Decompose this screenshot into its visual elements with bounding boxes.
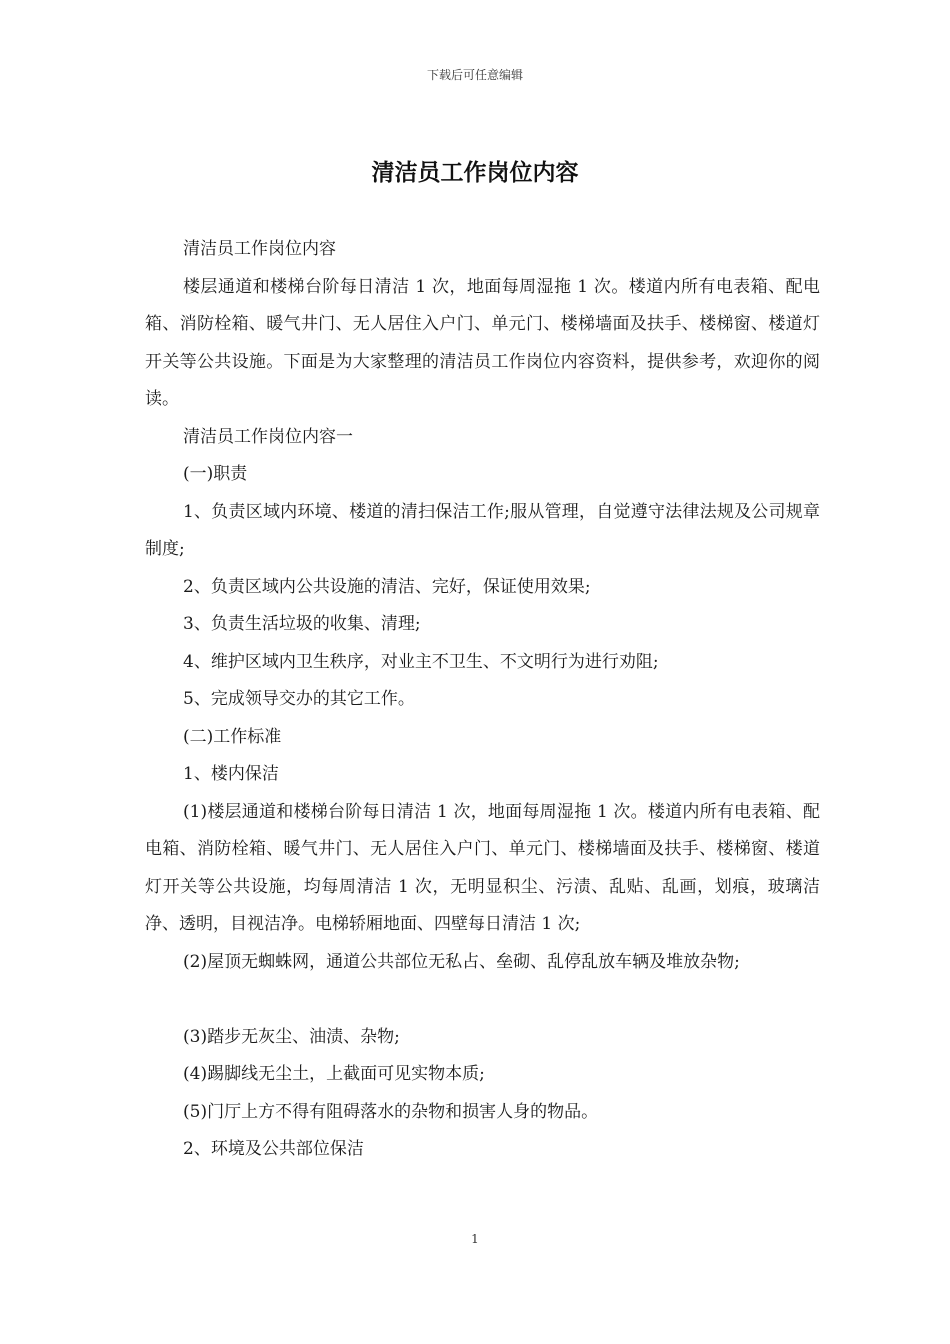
paragraph: 清洁员工作岗位内容 <box>183 239 336 259</box>
paragraph: 2、环境及公共部位保洁 <box>183 1139 364 1159</box>
paragraph: (二)工作标准 <box>183 726 282 747</box>
paragraph: 5、完成领导交办的其它工作。 <box>183 689 415 709</box>
paragraph: 1、楼内保洁 <box>183 764 279 784</box>
paragraph: 2、负责区域内公共设施的清洁、完好，保证使用效果; <box>183 576 591 597</box>
document-title: 清洁员工作岗位内容 <box>371 159 579 186</box>
paragraph: (3)踏步无灰尘、油渍、杂物; <box>183 1026 400 1047</box>
paragraph: (2)屋顶无蜘蛛网，通道公共部位无私占、垒砌、乱停乱放车辆及堆放杂物; <box>183 951 740 972</box>
paragraph: (一)职责 <box>183 464 248 484</box>
document-body <box>145 231 820 1169</box>
header-note: 下载后可任意编辑 <box>426 68 523 82</box>
paragraph: 1、负责区域内环境、楼道的清扫保洁工作;服从管理，自觉遵守法律法规及公司规章制度; <box>145 501 820 559</box>
paragraph: 3、负责生活垃圾的收集、清理; <box>183 614 421 634</box>
paragraph: (4)踢脚线无尘土，上截面可见实物本质; <box>183 1064 485 1084</box>
paragraph: (1)楼层通道和楼梯台阶每日清洁 1 次，地面每周湿拖 1 次。楼道内所有电表箱、配电箱、消防栓箱、暖气井门、无人居住入户门、单元门、楼梯墙面及扶手、楼梯窗、楼道灯开关等公共设施，均每周清洁 1 次，无明显积尘、污渍、乱贴、乱画，划痕，玻璃洁净、透明，目视洁净。电梯轿厢地面、四壁每日清洁 1 次; <box>145 801 820 934</box>
paragraph: 楼层通道和楼梯台阶每日清洁 1 次，地面每周湿拖 1 次。楼道内所有电表箱、配电箱、消防栓箱、暖气井门、无人居住入户门、单元门、楼梯墙面及扶手、楼梯窗、楼道灯开关等公共设施。下面是为大家整理的清洁员工作岗位内容资料，提供参考，欢迎你的阅读。 <box>145 276 820 409</box>
page-number: 1 <box>471 1232 479 1246</box>
paragraph: 清洁员工作岗位内容一 <box>183 426 353 447</box>
paragraph: (5)门厅上方不得有阻碍落水的杂物和损害人身的物品。 <box>183 1101 599 1122</box>
paragraph: 4、维护区域内卫生秩序，对业主不卫生、不文明行为进行劝阻; <box>183 651 659 672</box>
